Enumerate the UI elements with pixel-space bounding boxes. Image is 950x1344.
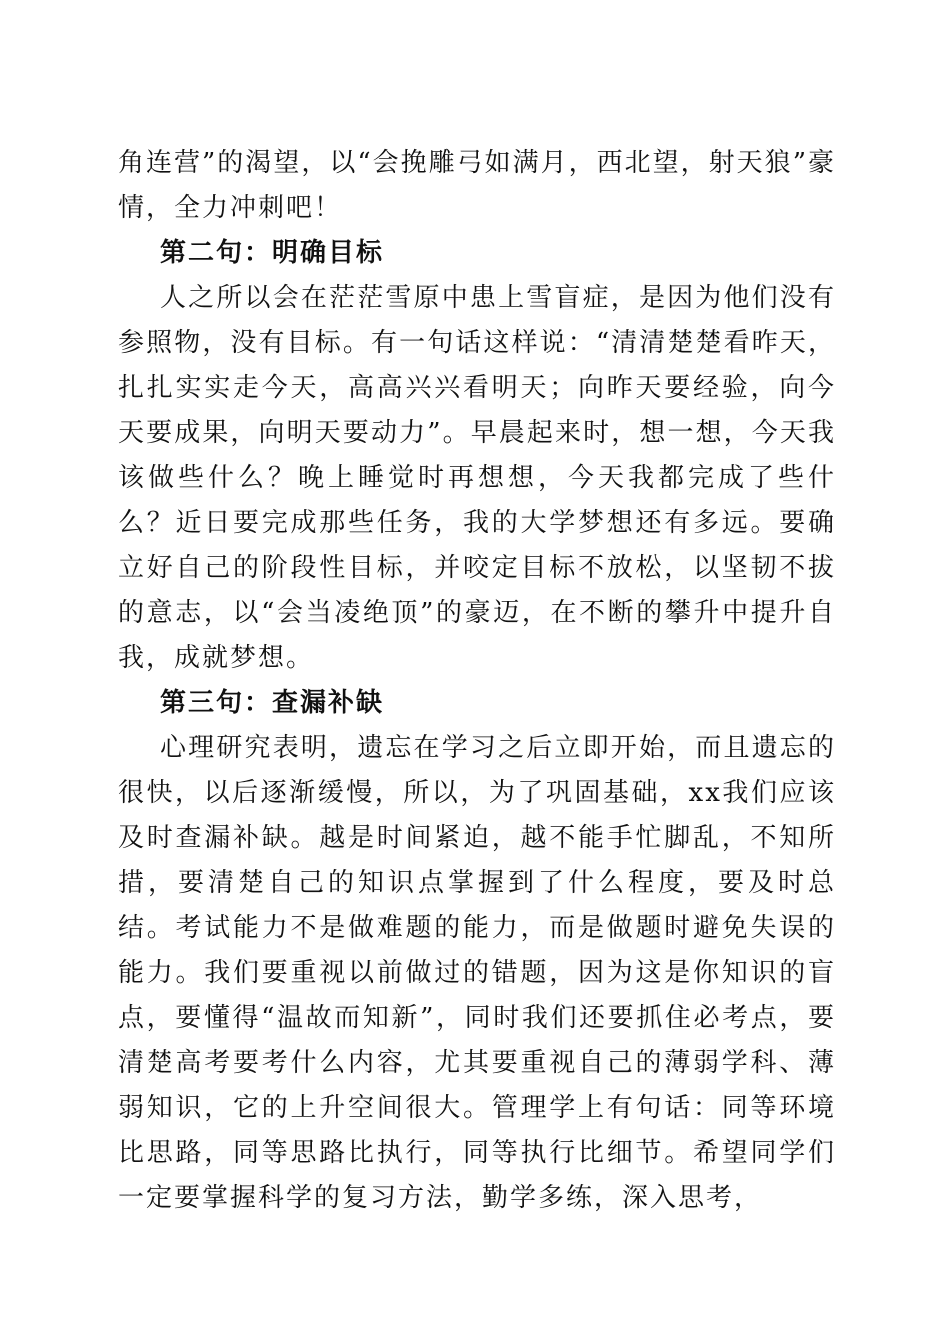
document-body [118, 141, 836, 1221]
paragraph-define-goals: 人之所以会在茫茫雪原中患上雪盲症，是因为他们没有参照物，没有目标。有一句话这样说：“清清楚楚看昨天，扎扎实实走今天，高高兴兴看明天；向昨天要经验，向今天要成果，向明天要动力”。早晨起来时，想一想，今天我该做些什么？晚上睡觉时再想想，今天我都完成了些什么？近日要完成那些任务，我的大学梦想还有多远。要确立好自己的阶段性目标，并咬定目标不放松，以坚韧不拔的意志，以“会当凌绝顶”的豪迈，在不断的攀升中提升自我，成就梦想。 [118, 283, 836, 673]
section-heading-3: 第三句：查漏补缺 [160, 688, 385, 718]
section-heading-2: 第二句：明确目标 [160, 238, 385, 268]
paragraph-fill-gaps: 心理研究表明，遗忘在学习之后立即开始，而且遗忘的很快，以后逐渐缓慢，所以，为了巩固基础，xx我们应该及时查漏补缺。越是时间紧迫，越不能手忙脚乱，不知所措，要清楚自己的知识点掌握到了什么程度，要及时总结。考试能力不是做难题的能力，而是做题时避免失误的能力。我们要重视以前做过的错题，因为这是你知识的盲点，要懂得“温故而知新”，同时我们还要抓住必考点，要清楚高考要考什么内容，尤其要重视自己的薄弱学科、薄弱知识，它的上升空间很大。管理学上有句话：同等环境比思路，同等思路比执行，同等执行比细节。希望同学们一定要掌握科学的复习方法，勤学多练，深入思考， [118, 733, 836, 1213]
paragraph-continued: 角连营”的渴望，以“会挽雕弓如满月，西北望，射天狼”豪情，全力冲刺吧！ [118, 148, 836, 223]
